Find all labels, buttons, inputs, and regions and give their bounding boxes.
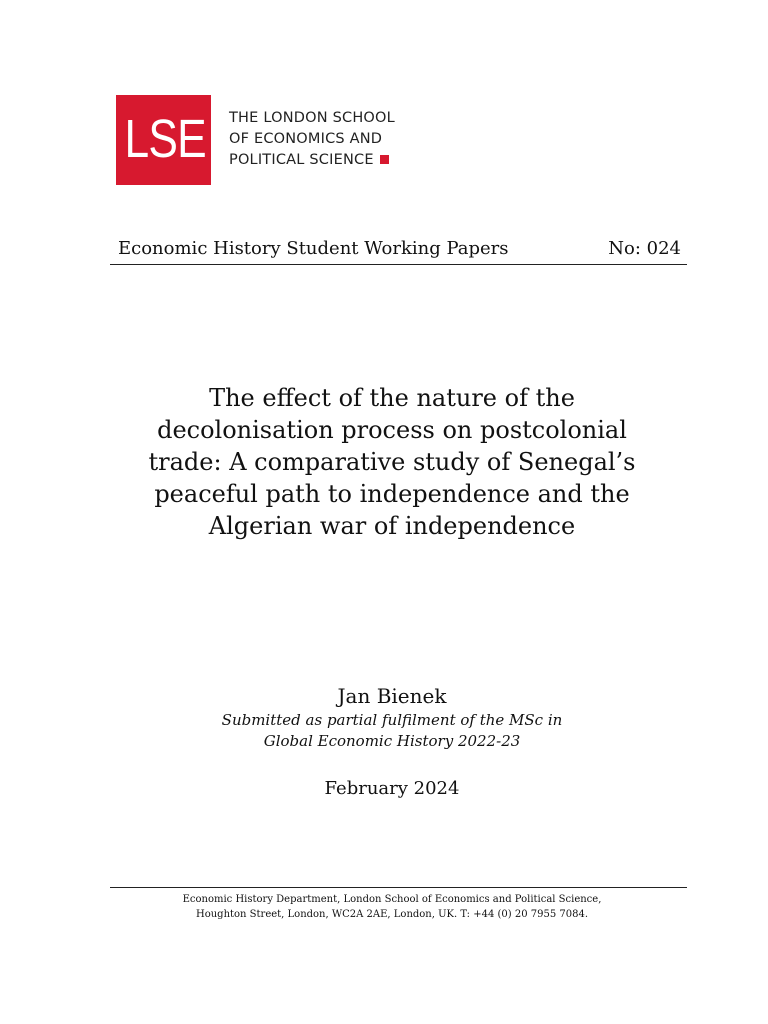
footer-line: Economic History Department, London School of Economics and Political Science, <box>182 894 602 905</box>
logo-line-2: OF ECONOMICS AND <box>229 131 383 147</box>
lse-logo-wordmark <box>229 108 395 171</box>
title-line: The effect of the nature of the <box>209 384 575 412</box>
footer-divider <box>110 887 687 888</box>
author-name: Jan Bienek <box>337 684 447 708</box>
paper-title <box>100 382 684 542</box>
logo-line-3: POLITICAL SCIENCE <box>229 152 374 168</box>
series-header <box>110 236 687 265</box>
footer-line: Houghton Street, London, WC2A 2AE, London, UK. T: +44 (0) 20 7955 7084. <box>195 909 589 920</box>
title-line: decolonisation process on postcolonial <box>157 416 627 444</box>
title-line: peaceful path to independence and the <box>154 480 630 508</box>
lse-logo <box>116 95 395 185</box>
publication-date: February 2024 <box>324 778 460 799</box>
lse-logo-mark <box>116 95 211 185</box>
footer-address <box>100 892 684 922</box>
series-name: Economic History Student Working Papers <box>118 238 509 259</box>
submission-line: Global Economic History 2022-23 <box>263 732 521 750</box>
logo-square-icon <box>380 155 389 164</box>
title-line: trade: A comparative study of Senegal’s <box>148 448 636 476</box>
logo-line-1: THE LONDON SCHOOL <box>229 110 395 126</box>
lse-logo-mark-text: LSE <box>124 109 206 169</box>
submission-note <box>100 710 684 752</box>
logo-line-3-wrap <box>229 150 395 171</box>
submission-line: Submitted as partial fulfilment of the MSc in <box>221 711 563 729</box>
series-number: No: 024 <box>608 238 681 259</box>
title-line: Algerian war of independence <box>208 512 576 540</box>
